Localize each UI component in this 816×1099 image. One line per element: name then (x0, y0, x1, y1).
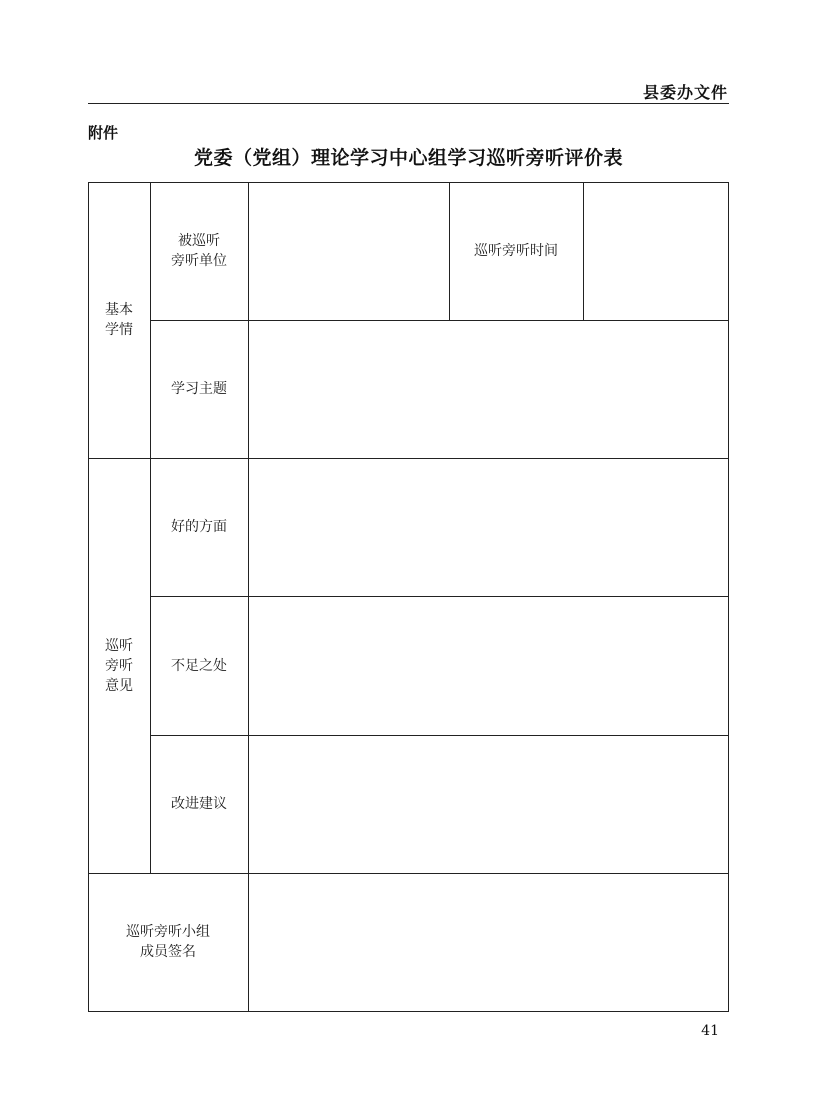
inspection-time-label: 巡听旁听时间 (474, 243, 558, 259)
suggestions-label: 改进建议 (171, 796, 227, 812)
document-title: 党委（党组）理论学习中心组学习巡听旁听评价表 (193, 147, 623, 169)
attachment-label: 附件 (88, 124, 119, 142)
signature-label: 巡听旁听小组 成员签名 (126, 924, 210, 960)
table-border-right (728, 182, 729, 1012)
study-topic-label: 学习主题 (171, 381, 227, 397)
inspection-time-field[interactable] (584, 183, 728, 320)
signature-field[interactable] (249, 874, 728, 1011)
suggestions-field[interactable] (249, 736, 728, 873)
inspected-unit-label: 被巡听 旁听单位 (171, 233, 227, 269)
header-divider (88, 103, 729, 104)
page-number: 41 (701, 1023, 719, 1039)
weaknesses-field[interactable] (249, 597, 728, 735)
strengths-label: 好的方面 (171, 519, 227, 535)
inspected-unit-field[interactable] (249, 183, 449, 320)
weaknesses-label: 不足之处 (171, 657, 227, 674)
basic-info-group-label: 基本 学情 (105, 302, 133, 338)
table-border-bottom (88, 1011, 729, 1012)
strengths-field[interactable] (249, 459, 728, 596)
header-title: 县委办文件 (642, 83, 728, 102)
study-topic-field[interactable] (249, 321, 728, 458)
opinions-group-label: 巡听 旁听 意见 (105, 637, 133, 694)
